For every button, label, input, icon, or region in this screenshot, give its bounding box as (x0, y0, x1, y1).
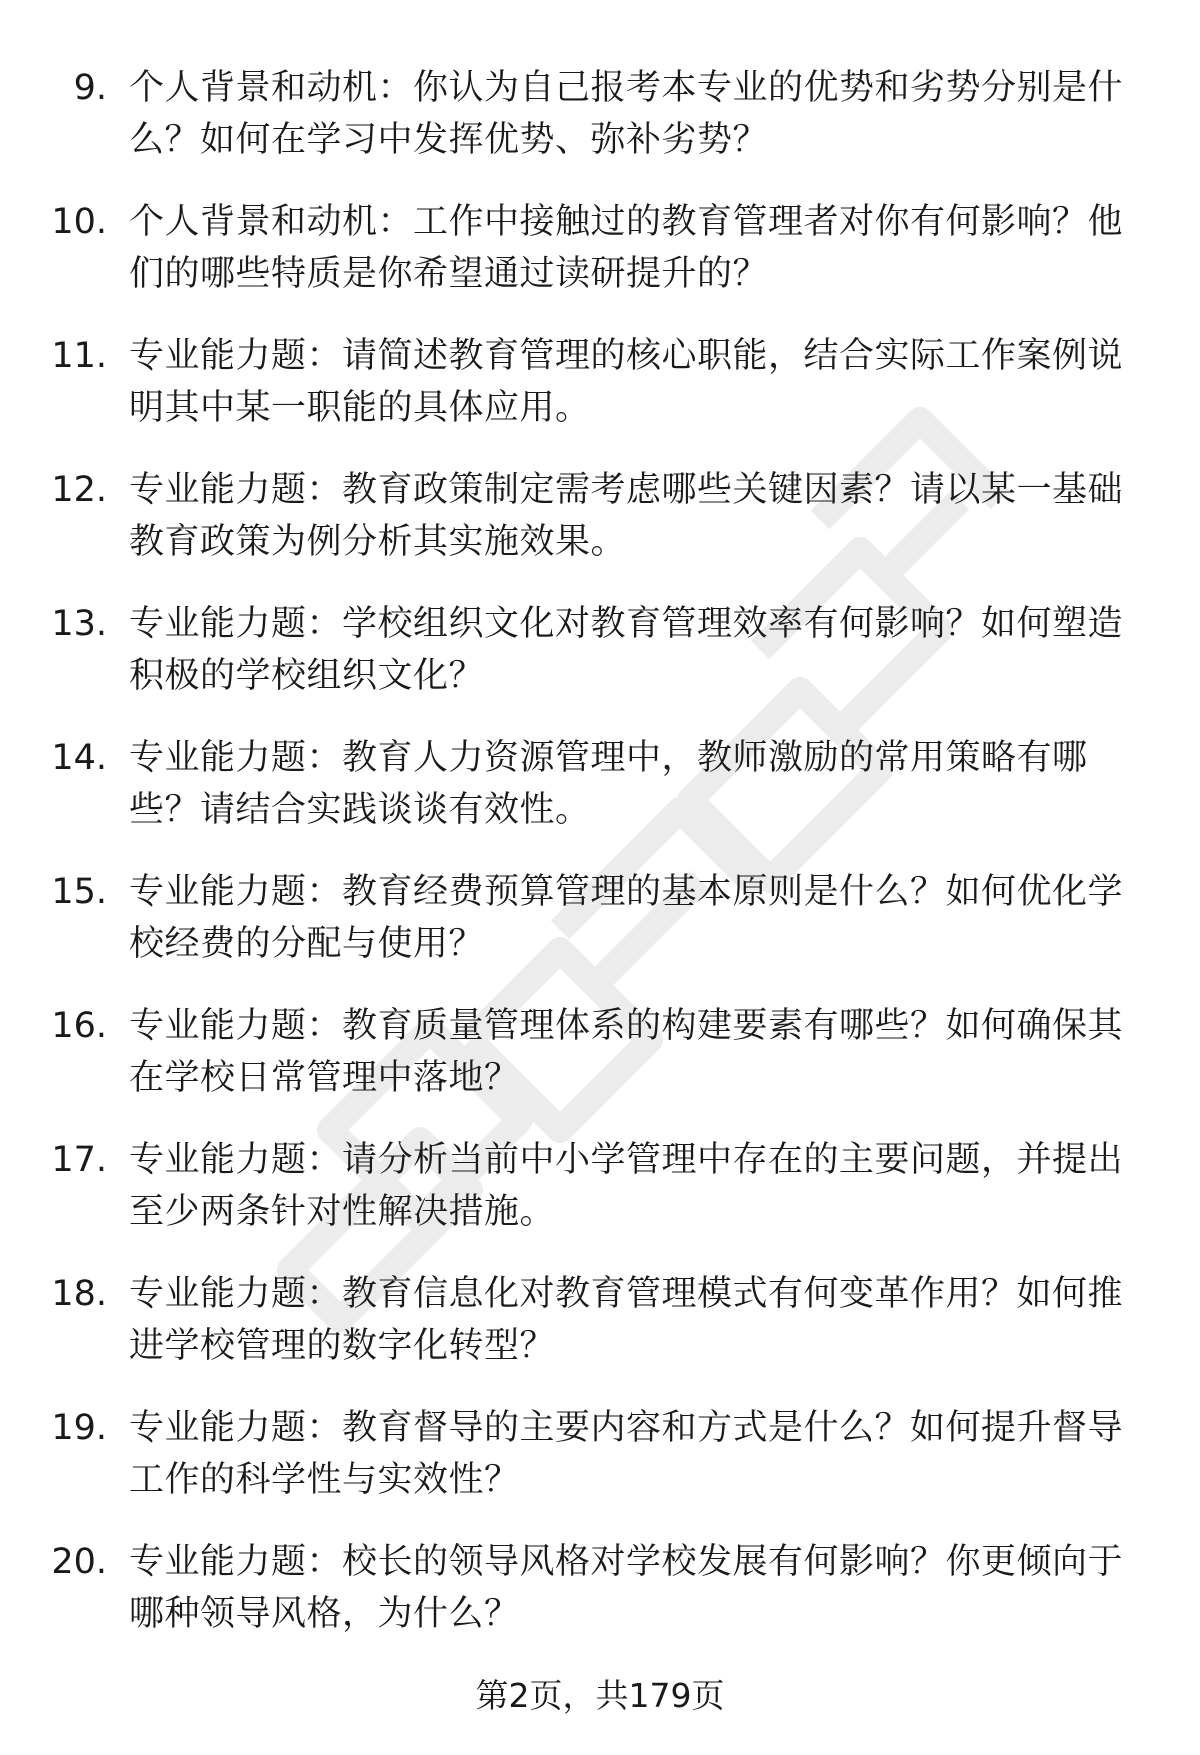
question-text: 个人背景和动机：工作中接触过的教育管理者对你有何影响？他们的哪些特质是你希望通过读研提升的？ (129, 202, 1124, 294)
list-item (0, 196, 1200, 330)
question-number: 14. (51, 738, 107, 778)
question-number: 16. (51, 1006, 107, 1046)
question-number: 11. (51, 336, 107, 376)
question-number: 12. (51, 470, 107, 510)
question-text: 专业能力题：请分析当前中小学管理中存在的主要问题，并提出至少两条针对性解决措施。 (129, 1140, 1124, 1232)
list-item (0, 1134, 1200, 1268)
question-text: 专业能力题：学校组织文化对教育管理效率有何影响？如何塑造积极的学校组织文化？ (129, 604, 1124, 696)
question-text: 专业能力题：教育质量管理体系的构建要素有哪些？如何确保其在学校日常管理中落地？ (129, 1006, 1124, 1098)
question-number: 10. (51, 202, 107, 242)
question-number: 17. (51, 1140, 107, 1180)
question-text: 专业能力题：请简述教育管理的核心职能，结合实际工作案例说明其中某一职能的具体应用。 (129, 336, 1124, 428)
question-text: 专业能力题：校长的领导风格对学校发展有何影响？你更倾向于哪种领导风格，为什么？ (129, 1542, 1124, 1634)
question-number: 13. (51, 604, 107, 644)
question-number: 9. (73, 68, 107, 108)
list-item (0, 1000, 1200, 1134)
list-item (0, 62, 1200, 196)
question-text: 专业能力题：教育政策制定需考虑哪些关键因素？请以某一基础教育政策为例分析其实施效果。 (129, 470, 1124, 562)
question-number: 18. (51, 1274, 107, 1314)
question-number: 20. (51, 1542, 107, 1582)
question-text: 专业能力题：教育信息化对教育管理模式有何变革作用？如何推进学校管理的数字化转型？ (129, 1274, 1124, 1366)
question-number: 19. (51, 1408, 107, 1448)
question-list (0, 62, 1200, 1670)
question-text: 个人背景和动机：你认为自己报考本专业的优势和劣势分别是什么？如何在学习中发挥优势、弥补劣势？ (129, 68, 1124, 160)
page-number: 第2页，共179页 (475, 1676, 725, 1715)
list-item (0, 866, 1200, 1000)
list-item (0, 1402, 1200, 1536)
question-text: 专业能力题：教育督导的主要内容和方式是什么？如何提升督导工作的科学性与实效性？ (129, 1408, 1124, 1500)
list-item (0, 598, 1200, 732)
question-text: 专业能力题：教育经费预算管理的基本原则是什么？如何优化学校经费的分配与使用？ (129, 872, 1124, 964)
list-item (0, 464, 1200, 598)
list-item (0, 732, 1200, 866)
question-text: 专业能力题：教育人力资源管理中，教师激励的常用策略有哪些？请结合实践谈谈有效性。 (129, 738, 1088, 830)
question-number: 15. (51, 872, 107, 912)
list-item (0, 1268, 1200, 1402)
list-item (0, 330, 1200, 464)
list-item (0, 1536, 1200, 1670)
